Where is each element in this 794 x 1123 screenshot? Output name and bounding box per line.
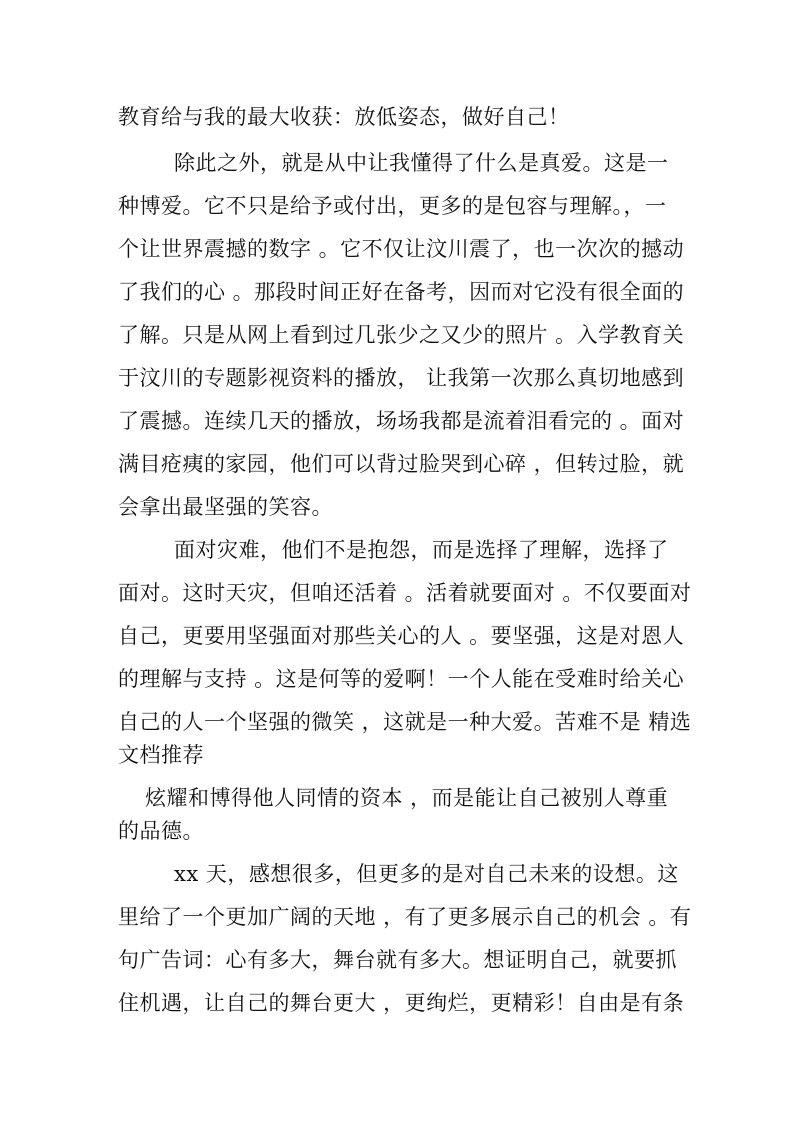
text-line: 文档推荐 <box>118 743 204 767</box>
text-line: 于汶川的专题影视资料的播放， 让我第一次那么真切地感到 <box>118 366 685 390</box>
text-line: 住机遇，让自己的舞台更大 ，更绚烂，更精彩！自由是有条 <box>118 991 685 1015</box>
text-line: 句广告词：心有多大，舞台就有多大。想证明自己，就要抓 <box>118 948 677 972</box>
text-line: 的理解与支持 。这是何等的爱啊！一个人能在受难时给关心 <box>118 667 685 691</box>
text-line: 了震撼。连续几天的播放，场场我都是流着泪看完的 。面对 <box>118 409 685 433</box>
text-line: 了解。只是从网上看到过几张少之又少的照片 。入学教育关 <box>118 323 685 347</box>
text-line: 个让世界震撼的数字 。它不仅让汶川震了，也一次次的撼动 <box>118 237 685 261</box>
text-line: 会拿出最坚强的笑容。 <box>118 495 333 519</box>
text-line: 的品德。 <box>118 819 204 843</box>
text-line: 种博爱。它不只是给予或付出，更多的是包容与理解。，一 <box>118 194 667 218</box>
text-line: 炫耀和博得他人同情的资本 ，而是能让自己被别人尊重 <box>145 786 669 810</box>
text-line: 自己，更要用坚强面对那些关心的人 。要坚强，这是对恩人 <box>118 624 685 648</box>
text-line: 了我们的心 。那段时间正好在备考，因而对它没有很全面的 <box>118 280 685 304</box>
text-line: 除此之外，就是从中让我懂得了什么是真爱。这是一 <box>174 151 669 175</box>
text-line: 自己的人一个坚强的微笑 ，这就是一种大爱。苦难不是 精选 <box>118 710 692 734</box>
text-line: 满目疮痍的家园，他们可以背过脸哭到心碎 ，但转过脸，就 <box>118 452 685 476</box>
text-line: 面对灾难，他们不是抱怨，而是选择了理解，选择了 <box>174 538 669 562</box>
text-line: 教育给与我的最大收获：放低姿态，做好自己！ <box>118 105 570 129</box>
text-line: 里给了一个更加广阔的天地 ，有了更多展示自己的机会 。有 <box>118 905 692 929</box>
text-line: xx 天，感想很多，但更多的是对自己未来的设想。这 <box>174 862 679 886</box>
text-line: 面对。这时天灾，但咱还活着 。活着就要面对 。不仅要面对 <box>118 581 692 605</box>
